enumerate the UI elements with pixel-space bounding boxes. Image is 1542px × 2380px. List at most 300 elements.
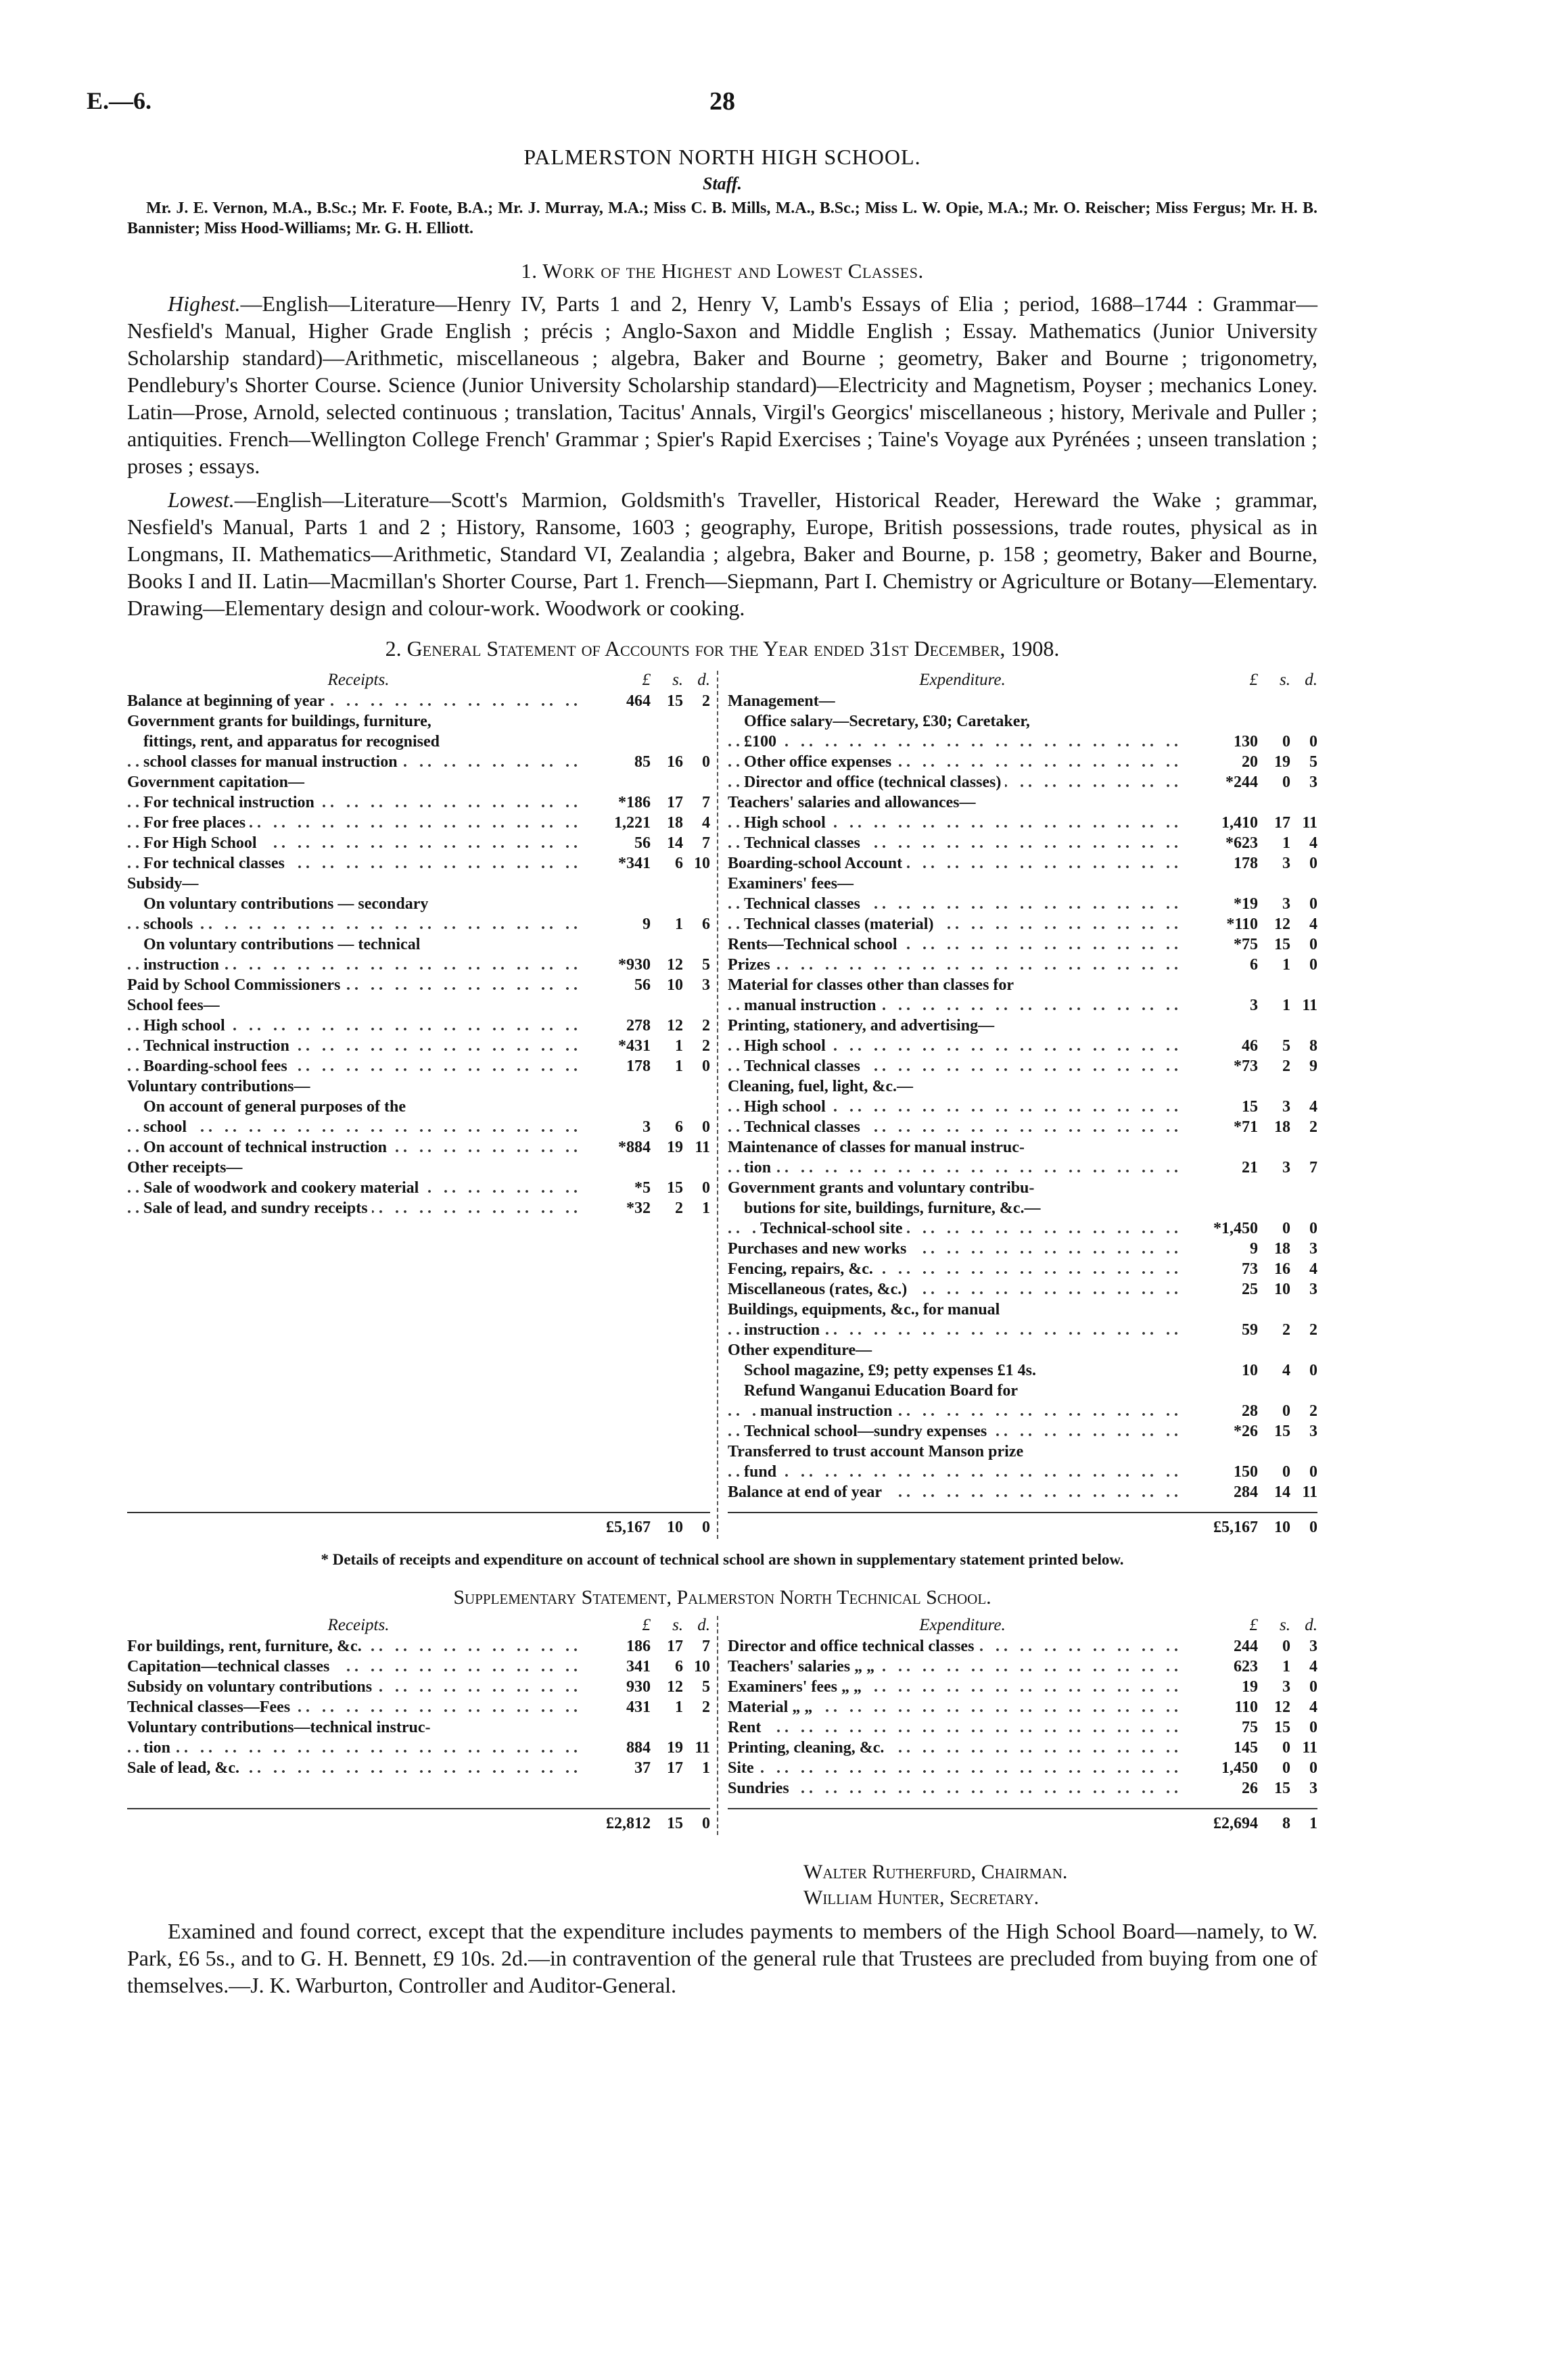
pence-header: d. [1305,671,1317,689]
expenditure-row [728,894,1317,914]
expenditure-pence [1290,874,1317,894]
expenditure-row [728,1198,1317,1218]
receipts-shillings: 12 [667,956,684,974]
supp-expenditure-shillings: 15 [1274,1780,1290,1797]
receipts-pence: 2 [702,1037,711,1055]
receipts-row [127,813,710,833]
receipts-pence: 0 [702,1057,711,1075]
expenditure-shillings: 1 [1282,956,1290,974]
receipts-label: Government capitation— [127,772,590,792]
expenditure-pounds: 178 [1234,855,1258,872]
supp-expenditure-label: Director and office technical classes .. .. [728,1636,1197,1657]
expenditure-shillings: 10 [1274,1281,1290,1298]
expenditure-pounds: 1,410 [1221,814,1258,832]
pounds-header: £ [642,1616,651,1634]
expenditure-shillings [1258,1198,1290,1218]
document-reference: E.—6. [87,87,152,114]
supp-expenditure-pence: 11 [1302,1739,1317,1757]
highest-text: —English—Literature—Henry IV, Parts 1 and 2, Henry V, Lamb's Essays of Elia ; period, 1688–1744 : Grammar—Nesfield's Manual, Higher Grade English ; précis ; Anglo-Saxon and Middle English ; Essay. Mathematics (Junior University Scholarship standard)—Arithmetic, miscellaneous ; algebra, Baker and Bourne ; geometry, Baker and Bourne ; trigonometry, Pendlebury's Shorter Course. Science (Junior University Scholarship standard)—Electricity and Magnetism, Poyser ; mechanics Loney. Latin—Prose, Arnold, selected continuous ; translation, Tacitus' Annals, Virgil's Georgics' miscellaneous ; history, Merivale and Puller ; antiquities. French—Wellington College French' Grammar ; Spier's Rapid Exercises ; Taine's Voyage aux Pyrénées ; unseen translation ; proses ; essays. [127,291,1317,478]
expenditure-shillings: 4 [1282,1362,1290,1379]
receipts-row [127,1056,710,1076]
expenditure-pounds: 25 [1242,1281,1258,1298]
lowest-text: —English—Literature—Scott's Marmion, Goldsmith's Traveller, Historical Reader, Hereward the Wake ; grammar, Nesfield's Manual, Parts 1 and 2 ; History, Ransome, 1603 ; geography, Europe, British possessions, trade routes, physical as in Longmans, II. Mathematics—Arithmetic, Standard VI, Zealandia ; algebra, Baker and Bourne, p. 158 ; geometry, Baker and Bourne, Books I and II. Latin—Macmillan's Shorter Course, Part 1. French—Siepmann, Part I. Chemistry or Agriculture or Botany—Elementary. Drawing—Elementary design and colour-work. Woodwork or cooking. [127,487,1317,620]
expenditure-pounds: 28 [1242,1402,1258,1420]
expenditure-shillings: 15 [1274,1423,1290,1440]
expenditure-label: Buildings, equipments, &c., for manual [728,1300,1197,1320]
expenditure-label: Material for classes other than classes for [728,975,1197,995]
supp-expenditure-pence: 0 [1309,1719,1317,1736]
supp-receipts-pence: 11 [695,1739,711,1757]
expenditure-row [728,1340,1317,1360]
supp-expenditure-pence: 4 [1309,1698,1317,1716]
total-shillings: 8 [1282,1815,1290,1832]
supp-expenditure-row [728,1758,1317,1778]
spacer [127,1462,710,1482]
expenditure-row [728,732,1317,752]
receipts-shillings: 10 [667,976,684,994]
expenditure-pence: 4 [1309,1260,1317,1278]
supp-receipts-row [127,1657,710,1677]
supp-expenditure-pounds: 19 [1242,1678,1258,1696]
staff-list: Mr. J. E. Vernon, M.A., B.Sc.; Mr. F. Foote, B.A.; Mr. J. Murray, M.A.; Miss C. B. Mills, M.A., B.Sc.; Miss L. W. Opie, M.A.; Mr. O. Reischer; Miss Fergus; Mr. H. B. Bannister; Miss Hood-Williams; Mr. G. H. Elliott. [127,199,1317,237]
supp-receipts-label: Capitation—technical classes .. .. [127,1657,590,1677]
receipts-row [127,1076,710,1097]
expenditure-label: £100 .. .. [728,732,1197,752]
receipts-shillings [651,1158,683,1178]
pounds-header: £ [1249,671,1258,689]
expenditure-label: High school .. .. [728,1036,1197,1056]
expenditure-pence: 11 [1302,1483,1317,1501]
expenditure-row [728,1218,1317,1239]
total-pounds: £2,694 [1213,1815,1258,1832]
signature-secretary: William Hunter, Secretary. [803,1886,1039,1909]
expenditure-pence: 4 [1309,834,1317,852]
total-shillings: 10 [667,1519,684,1536]
expenditure-pence: 0 [1309,956,1317,974]
total-pence: 0 [702,1815,711,1832]
receipts-pounds: 9 [642,915,651,933]
expenditure-row [728,1016,1317,1036]
receipts-pence [683,894,710,914]
expenditure-label: fund .. .. [728,1462,1197,1482]
expenditure-pounds: 21 [1242,1159,1258,1176]
expenditure-shillings: 18 [1274,1240,1290,1258]
receipts-pence [683,772,710,792]
total-pounds: £2,812 [606,1815,651,1832]
supp-receipts-label: For buildings, rent, furniture, &c. .. .. [127,1636,590,1657]
expenditure-pence [1290,711,1317,732]
receipts-pounds: *186 [618,794,651,811]
expenditure-shillings: 3 [1282,1159,1290,1176]
supp-receipts-row [127,1697,710,1717]
expenditure-pounds: *75 [1234,936,1258,953]
receipts-pounds: 178 [626,1057,651,1075]
expenditure-shillings: 3 [1282,1098,1290,1116]
total-pence: 1 [1309,1815,1317,1832]
receipts-pence [683,934,710,955]
expenditure-row [728,975,1317,995]
expenditure-row [728,1117,1317,1137]
supp-expenditure-shillings: 0 [1282,1759,1290,1777]
accounts-heading: 2. General Statement of Accounts for the Year ended 31st December, 1908. [385,636,1060,661]
expenditure-label: Technical classes .. .. [728,1056,1197,1076]
expenditure-pence: 0 [1309,895,1317,913]
supp-expenditure-rows [728,1636,1317,1799]
expenditure-label: tion .. .. [728,1158,1197,1178]
supp-expenditure-pence: 4 [1309,1658,1317,1675]
receipts-pence [683,874,710,894]
receipts-shillings: 19 [667,1139,684,1156]
accounts-table [127,671,1317,1539]
expenditure-pence: 7 [1309,1159,1317,1176]
expenditure-row [728,1097,1317,1117]
supp-receipts-shillings: 6 [675,1658,684,1675]
expenditure-shillings [1258,792,1290,813]
expenditure-pounds [1197,1300,1258,1320]
shillings-header: s. [1280,671,1290,689]
receipts-pence: 2 [702,1017,711,1034]
expenditure-shillings: 1 [1282,834,1290,852]
expenditure-row [728,691,1317,711]
supp-expenditure-label: Examiners' fees „ „ .. .. [728,1677,1197,1697]
receipts-pence: 0 [702,1179,711,1197]
supp-expenditure-row [728,1778,1317,1799]
receipts-row [127,772,710,792]
spacer [127,1442,710,1462]
supp-receipts-row [127,1738,710,1758]
receipts-pence [683,1076,710,1097]
expenditure-pounds [1197,1442,1258,1462]
receipts-shillings: 14 [667,834,684,852]
supp-receipts-pounds: 930 [626,1678,651,1696]
receipts-row [127,934,710,955]
expenditure-pence: 5 [1309,753,1317,771]
receipts-row [127,833,710,853]
expenditure-shillings: 5 [1282,1037,1290,1055]
receipts-label: High school .. .. [127,1016,590,1036]
expenditure-pence: 3 [1309,1281,1317,1298]
receipts-label: For free places .. .. [127,813,590,833]
supp-receipts-pounds: 37 [634,1759,651,1777]
expenditure-row [728,772,1317,792]
expenditure-label: Management— [728,691,1197,711]
expenditure-row [728,792,1317,813]
expenditure-shillings: 1 [1282,997,1290,1014]
expenditure-pence [1290,1076,1317,1097]
supp-expenditure-label: Sundries .. .. [728,1778,1197,1799]
receipts-shillings [651,711,683,732]
expenditure-shillings [1258,691,1290,711]
expenditure-label: High school .. .. [728,1097,1197,1117]
expenditure-row [728,955,1317,975]
expenditure-label: Refund Wanganui Education Board for [728,1381,1197,1401]
receipts-row [127,732,710,752]
expenditure-label: Fencing, repairs, &c. .. .. [728,1259,1197,1279]
supp-expenditure-label: Material „ „ .. .. [728,1697,1197,1717]
supp-expenditure-row [728,1657,1317,1677]
expenditure-pence: 0 [1309,936,1317,953]
supp-expenditure-row [728,1697,1317,1717]
receipts-pence: 2 [702,692,711,710]
receipts-shillings: 15 [667,1179,684,1197]
receipts-row [127,853,710,874]
expenditure-row [728,995,1317,1016]
receipts-label: Government grants for buildings, furniture, [127,711,590,732]
receipts-shillings: 6 [675,855,684,872]
expenditure-pounds [1197,1076,1258,1097]
expenditure-pence: 9 [1309,1057,1317,1075]
spacer [127,1259,710,1279]
expenditure-label: Office salary—Secretary, £30; Caretaker, [728,711,1197,732]
expenditure-pence [1290,1198,1317,1218]
expenditure-shillings: 3 [1282,895,1290,913]
expenditure-label: Printing, stationery, and advertising— [728,1016,1197,1036]
supp-receipts-row [127,1758,710,1778]
pence-header: d. [1305,1616,1317,1634]
expenditure-row [728,1360,1317,1381]
receipts-pounds: 464 [626,692,651,710]
receipts-label: school .. .. [127,1117,590,1137]
expenditure-label: Director and office (technical classes) .. .. [728,772,1197,792]
expenditure-shillings [1258,711,1290,732]
expenditure-label: Technical school—sundry expenses .. .. [728,1421,1197,1442]
expenditure-pence: 2 [1309,1402,1317,1420]
receipts-label: For technical classes .. .. [127,853,590,874]
receipts-row [127,975,710,995]
supp-receipts-pounds: 341 [626,1658,651,1675]
expenditure-shillings: 0 [1282,733,1290,751]
receipts-shillings: 16 [667,753,684,771]
expenditure-shillings [1258,1016,1290,1036]
expenditure-pence [1290,1300,1317,1320]
total-pence: 0 [1309,1519,1317,1536]
total-shillings: 10 [1274,1519,1290,1536]
expenditure-pence: 3 [1309,774,1317,791]
expenditure-shillings: 18 [1274,1118,1290,1136]
expenditure-label: Other expenditure— [728,1340,1197,1360]
receipts-shillings: 17 [667,794,684,811]
receipts-row [127,752,710,772]
expenditure-pence [1290,792,1317,813]
expenditure-pounds [1197,1137,1258,1158]
expenditure-shillings [1258,1442,1290,1462]
receipts-label: Technical instruction .. .. [127,1036,590,1056]
expenditure-pounds: *19 [1234,895,1258,913]
spacer [127,1401,710,1421]
expenditure-pence: 3 [1309,1423,1317,1440]
expenditure-label: manual instruction .. .. [728,1401,1197,1421]
supp-expenditure-pounds: 75 [1242,1719,1258,1736]
expenditure-pence: 0 [1309,733,1317,751]
supp-receipts-pence: 2 [702,1698,711,1716]
receipts-row [127,1198,710,1218]
expenditure-pence: 0 [1309,1362,1317,1379]
expenditure-row [728,1300,1317,1320]
receipts-row [127,1117,710,1137]
expenditure-pence: 4 [1309,1098,1317,1116]
supp-expenditure-pence: 0 [1309,1678,1317,1696]
expenditure-shillings: 2 [1282,1057,1290,1075]
receipts-shillings [651,874,683,894]
supp-receipts-pounds [590,1717,651,1738]
receipts-row [127,1036,710,1056]
expenditure-shillings [1258,1076,1290,1097]
supp-expenditure-label: Rent .. .. [728,1717,1197,1738]
supp-receipts-label: Technical classes—Fees .. .. [127,1697,590,1717]
supp-expenditure-label: Site .. .. [728,1758,1197,1778]
expenditure-total [728,1512,1317,1539]
receipts-pence [683,732,710,752]
accounts-footnote: * Details of receipts and expenditure on account of technical school are shown in supplementary statement printed below. [321,1551,1124,1568]
receipts-row [127,1137,710,1158]
receipts-row [127,1097,710,1117]
receipts-label: On voluntary contributions — technical [127,934,590,955]
expenditure-shillings [1258,1340,1290,1360]
expenditure-row [728,813,1317,833]
supp-receipts-pence: 10 [694,1658,711,1675]
supp-receipts-row [127,1677,710,1697]
highest-class-paragraph [127,290,1317,479]
supp-receipts-rows [127,1636,710,1799]
expenditure-shillings [1258,1137,1290,1158]
receipts-shillings [651,1076,683,1097]
auditor-note: Examined and found correct, except that the expenditure includes payments to members of the High School Board—namely, to W. Park, £6 5s., and to G. H. Bennett, £9 10s. 2d.—in contravention of the general rule that Trustees are precluded from buying from one of themselves.—J. K. Warburton, Controller and Auditor-General. [127,1919,1317,1997]
receipts-rows [127,691,710,1502]
receipts-pounds: *5 [634,1179,651,1197]
receipts-pounds [590,711,651,732]
expenditure-label: Cleaning, fuel, light, &c.— [728,1076,1197,1097]
supp-expenditure-total [728,1808,1317,1835]
expenditure-row [728,1137,1317,1158]
receipts-header-row [127,671,710,691]
receipts-row [127,691,710,711]
receipts-heading: Receipts. [327,671,390,689]
expenditure-row [728,1259,1317,1279]
receipts-label: Sale of woodwork and cookery material .. .. [127,1178,590,1198]
receipts-pence: 10 [694,855,711,872]
expenditure-pounds: 59 [1242,1321,1258,1339]
spacer [127,1381,710,1401]
supp-expenditure-row [728,1677,1317,1697]
receipts-label: Subsidy— [127,874,590,894]
expenditure-pounds: 46 [1242,1037,1258,1055]
receipts-pence: 1 [702,1199,711,1217]
receipts-pounds [590,772,651,792]
expenditure-label: Technical classes .. .. [728,833,1197,853]
highest-label: Highest. [168,291,241,316]
supp-expenditure-heading: Expenditure. [919,1616,1006,1634]
expenditure-pounds [1197,1016,1258,1036]
expenditure-pounds: *110 [1226,915,1258,933]
total-pounds: £5,167 [1213,1519,1258,1536]
supp-receipts-shillings [651,1717,683,1738]
supp-receipts-shillings: 12 [667,1678,684,1696]
supp-receipts-pence: 5 [702,1678,711,1696]
receipts-label: fittings, rent, and apparatus for recognised [127,732,590,752]
receipts-pounds: *341 [618,855,651,872]
expenditure-shillings: 0 [1282,1463,1290,1481]
supp-expenditure-pounds: 1,450 [1221,1759,1258,1777]
expenditure-shillings: 19 [1274,753,1290,771]
receipts-pounds: 56 [634,976,651,994]
receipts-total [127,1512,710,1539]
supp-receipts-pounds: 186 [626,1638,651,1655]
expenditure-pounds: 6 [1250,956,1258,974]
expenditure-pounds: *623 [1225,834,1258,852]
supp-expenditure-pounds: 145 [1234,1739,1258,1757]
expenditure-row [728,1056,1317,1076]
receipts-label: For technical instruction .. .. [127,792,590,813]
expenditure-pounds: 20 [1242,753,1258,771]
spacer [127,1340,710,1360]
expenditure-label: Rents—Technical school .. .. [728,934,1197,955]
receipts-row [127,1158,710,1178]
spacer [127,1239,710,1259]
expenditure-label: Transferred to trust account Manson prize [728,1442,1197,1462]
receipts-label: Boarding-school fees .. .. [127,1056,590,1076]
expenditure-pence: 8 [1309,1037,1317,1055]
receipts-label: On account of general purposes of the [127,1097,590,1117]
receipts-label: Other receipts— [127,1158,590,1178]
spacer [127,1778,710,1799]
expenditure-pounds: *71 [1234,1118,1258,1136]
lowest-label: Lowest. [168,487,235,512]
expenditure-pence: 11 [1302,814,1317,832]
receipts-label: Paid by School Commissioners .. .. [127,975,590,995]
receipts-pence: 11 [695,1139,711,1156]
receipts-pounds [590,1076,651,1097]
receipts-shillings: 1 [675,1037,684,1055]
receipts-pounds: 1,221 [614,814,651,832]
receipts-pounds [590,732,651,752]
spacer [127,1218,710,1239]
expenditure-row [728,1279,1317,1300]
lowest-class-paragraph [127,486,1317,621]
receipts-pounds [590,1158,651,1178]
receipts-row [127,792,710,813]
receipts-row [127,955,710,975]
expenditure-heading: Expenditure. [919,671,1006,689]
expenditure-shillings: 17 [1274,814,1290,832]
supp-expenditure-row [728,1717,1317,1738]
receipts-pence [683,1097,710,1117]
expenditure-shillings: 0 [1282,774,1290,791]
expenditure-label: Technical classes .. .. [728,894,1197,914]
expenditure-label: Technical-school site .. .. [728,1218,1197,1239]
expenditure-pence: 2 [1309,1321,1317,1339]
expenditure-pence: 11 [1302,997,1317,1014]
receipts-pence: 7 [702,834,711,852]
supp-receipts-shillings: 1 [675,1698,684,1716]
supp-receipts-label: tion .. .. [127,1738,590,1758]
shillings-header: s. [672,671,684,689]
expenditure-row [728,1076,1317,1097]
expenditure-pounds [1197,1381,1258,1401]
expenditure-label: Technical classes (material) .. .. [728,914,1197,934]
receipts-pence: 4 [702,814,711,832]
total-shillings: 15 [667,1815,684,1832]
receipts-pounds: 56 [634,834,651,852]
expenditure-pounds: 73 [1242,1260,1258,1278]
expenditure-shillings: 2 [1282,1321,1290,1339]
expenditure-label: Maintenance of classes for manual instruc- [728,1137,1197,1158]
expenditure-shillings: 0 [1282,1220,1290,1237]
page-header [87,87,1317,141]
expenditure-shillings [1258,1381,1290,1401]
expenditure-pounds [1197,975,1258,995]
expenditure-label: Purchases and new works .. .. [728,1239,1197,1259]
receipts-pence: 7 [702,794,711,811]
